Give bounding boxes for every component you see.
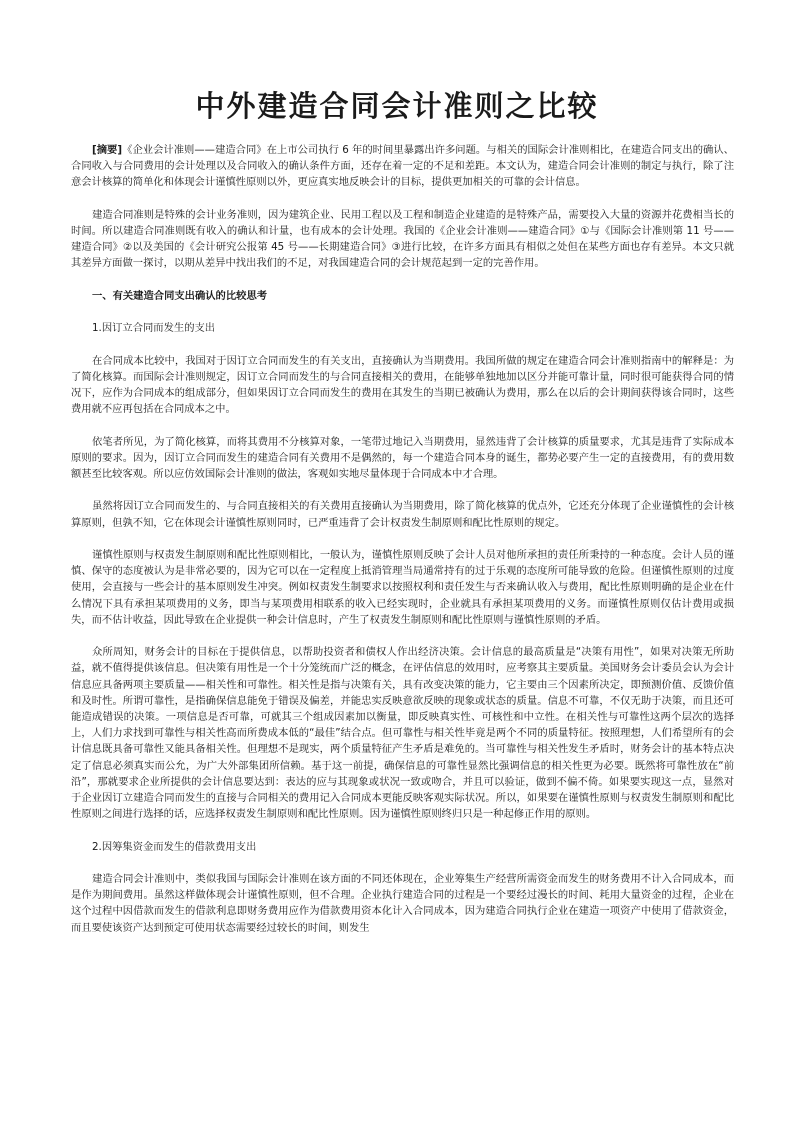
body-paragraph: 众所周知，财务会计的目标在于提供信息，以帮助投资者和债权人作出经济决策。会计信息的最高质量是“决策有用性”，如果对决策无所助益，就不值得提供该信息。但决策有用性是一个十分笼统而广泛的概念，在评估信息的效用时，应考察其主要质量。美国财务会计委员会认为会计信息应具备两项主要质量——相关性和可靠性。相关性是指与决策有关，具有改变决策的能力，它主要由三个因素所决定，即预测价值、反馈价值和及时性。所谓可靠性，是指确保信息能免于错误及偏差，并能忠实反映意欲反映的现象或状态的质量。信息不可靠，不仅无助于决策，而且还可能造成错误的决策。一项信息是否可靠，可就其三个组成因素加以衡量，即反映真实性、可核性和中立性。在相关性与可靠性这两个层次的选择上，人们力求找到可靠性与相关性高而所费成本低的“最佳”结合点。但可靠性与相关性毕竟是两个不同的质量特征。按照理想，人们希望所有的会计信息既具备可靠性又能具备相关性。但理想不是现实，两个质量特征产生矛盾是难免的。当可靠性与相关性发生矛盾时，财务会计的基本特点决定了信息必须真实而公允，为广大外部集团所信赖。基于这一前提，确保信息的可靠性显然比强调信息的相关性更为必要。既然将可靠性放在“前沿”，那就要求企业所提供的会计信息要达到：表达的应与其现象或状况一致或吻合，并且可以验证，做到不偏不倚。如果要实现这一点，显然对于企业因订立建造合同而发生的直接与合同相关的费用记入合同成本更能反映客观实际状况。所以，如果要在谨慎性原则与权责发生制原则和配比性原则之间进行选择的话，应选择权责发生制原则和配比性原则。因为谨慎性原则终归只是一种起修正作用的原则。 (71, 646, 734, 821)
subsection-heading: 2.因筹集资金而发生的借款费用支出 (92, 840, 257, 853)
abstract-text: 《企业会计准则——建造合同》在上市公司执行 6 年的时间里暴露出许多问题。与相关的国际会计准则相比，在建造合同支出的确认、合同收入与合同费用的会计处理以及合同收入的确认条件方面，还存在着一定的不足和差距。本文认为，建造合同会计准则的制定与执行，除了注意会计核算的简单化和体现会计谨慎性原则以外，更应真实地反映会计的目标，提供更加相关的可靠的会计信息。 (71, 144, 734, 189)
subsection-heading: 1.因订立合同而发生的支出 (92, 322, 216, 335)
body-paragraph: 依笔者所见，为了简化核算，而将其费用不分核算对象，一笔带过地记入当期费用，显然违背了会计核算的质量要求，尤其是违背了实际成本原则的要求。因为，因订立合同而发生的建造合同有关费用不是偶然的，每一个建造合同本身的诞生，都势必要产生一定的直接费用，有的费用数额甚至比较客观。所以应仿效国际会计准则的做法，客观如实地尽量体现于合同成本中才合理。 (71, 435, 734, 480)
abstract-paragraph (71, 142, 734, 191)
body-paragraph: 虽然将因订立合同而发生的、与合同直接相关的有关费用直接确认为当期费用，除了简化核算的优点外，它还充分体现了企业谨慎性的会计核算原则，但孰不知，它在体现会计谨慎性原则同时，已严重违背了会计权责发生制原则和配比性原则的规定。 (71, 500, 734, 529)
body-paragraph: 在合同成本比较中，我国对于因订立合同而发生的有关支出，直接确认为当期费用。我国所做的规定在建造合同会计准则指南中的解释是：为了简化核算。而国际会计准则规定，因订立合同而发生的与合同直接相关的费用，在能够单独地加以区分并能可靠计量，同时很可能获得合同的情况下，应作为合同成本的组成部分，但如果因订立合同而发生的费用在其发生的当期已被确认为费用，那么在以后的会计期间获得该合同时，这些费用就不应再包括在合同成本之中。 (71, 354, 734, 416)
abstract-label: [摘要] (92, 144, 123, 156)
section-heading: 一、有关建造合同支出确认的比较思考 (92, 289, 268, 302)
body-paragraph: 谨慎性原则与权责发生制原则和配比性原则相比，一般认为，谨慎性原则反映了会计人员对他所承担的责任所秉持的一种态度。会计人员的谨慎、保守的态度被认为是非常必要的，因为它可以在一定程度上抵消管理当局通常持有的过于乐观的态度所可能导致的危险。但谨慎性原则的过度使用，会直接与一些会计的基本原则发生冲突。例如权责发生制要求以按照权利和责任发生与否来确认收入与费用，配比性原则明确的是企业在什么情况下具有承担某项费用的义务，即当与某项费用相联系的收入已经实现时，企业就具有承担某项费用的义务。而谨慎性原则仅估计费用或损失，而不估计收益，因此导致在企业提供一种会计信息时，产生了权责发生制原则和配比性原则与谨慎性原则的矛盾。 (71, 548, 734, 626)
document-body (71, 142, 734, 952)
body-paragraph: 建造合同会计准则中，类似我国与国际会计准则在该方面的不同还体现在，企业筹集生产经营所需资金而发生的财务费用不计入合同成本，而是作为期间费用。虽然这样做体现会计谨慎性原则，但不合理。企业执行建造合同的过程是一个要经过漫长的时间、耗用大量资金的过程，企业在这个过程中因借款而发生的借款利息即财务费用应作为借款费用资本化计入合同成本，因为建造合同执行企业在建造一项资产中使用了借款资金，而且要使该资产达到预定可使用状态需要经过较长的时间，则发生 (71, 872, 734, 934)
document-title: 中外建造合同会计准则之比较 (195, 89, 599, 123)
intro-paragraph: 建造合同准则是特殊的会计业务准则，因为建筑企业、民用工程以及工程和制造企业建造的是特殊产品，需要投入大量的资源并花费相当长的时间。所以建造合同准则既有收入的确认和计量，也有成本的会计处理。我国的《企业会计准则——建造合同》①与《国际会计准则第 11 号——建造合同》②以及美国的《会计研究公报第 45 号——长期建造合同》③进行比较，在许多方面具有相似之处但在某些方面也存有差异。本文只就其差异方面做一探讨，以期从差异中找出我们的不足，对我国建造合同的会计规范起到一定的完善作用。 (71, 208, 734, 270)
